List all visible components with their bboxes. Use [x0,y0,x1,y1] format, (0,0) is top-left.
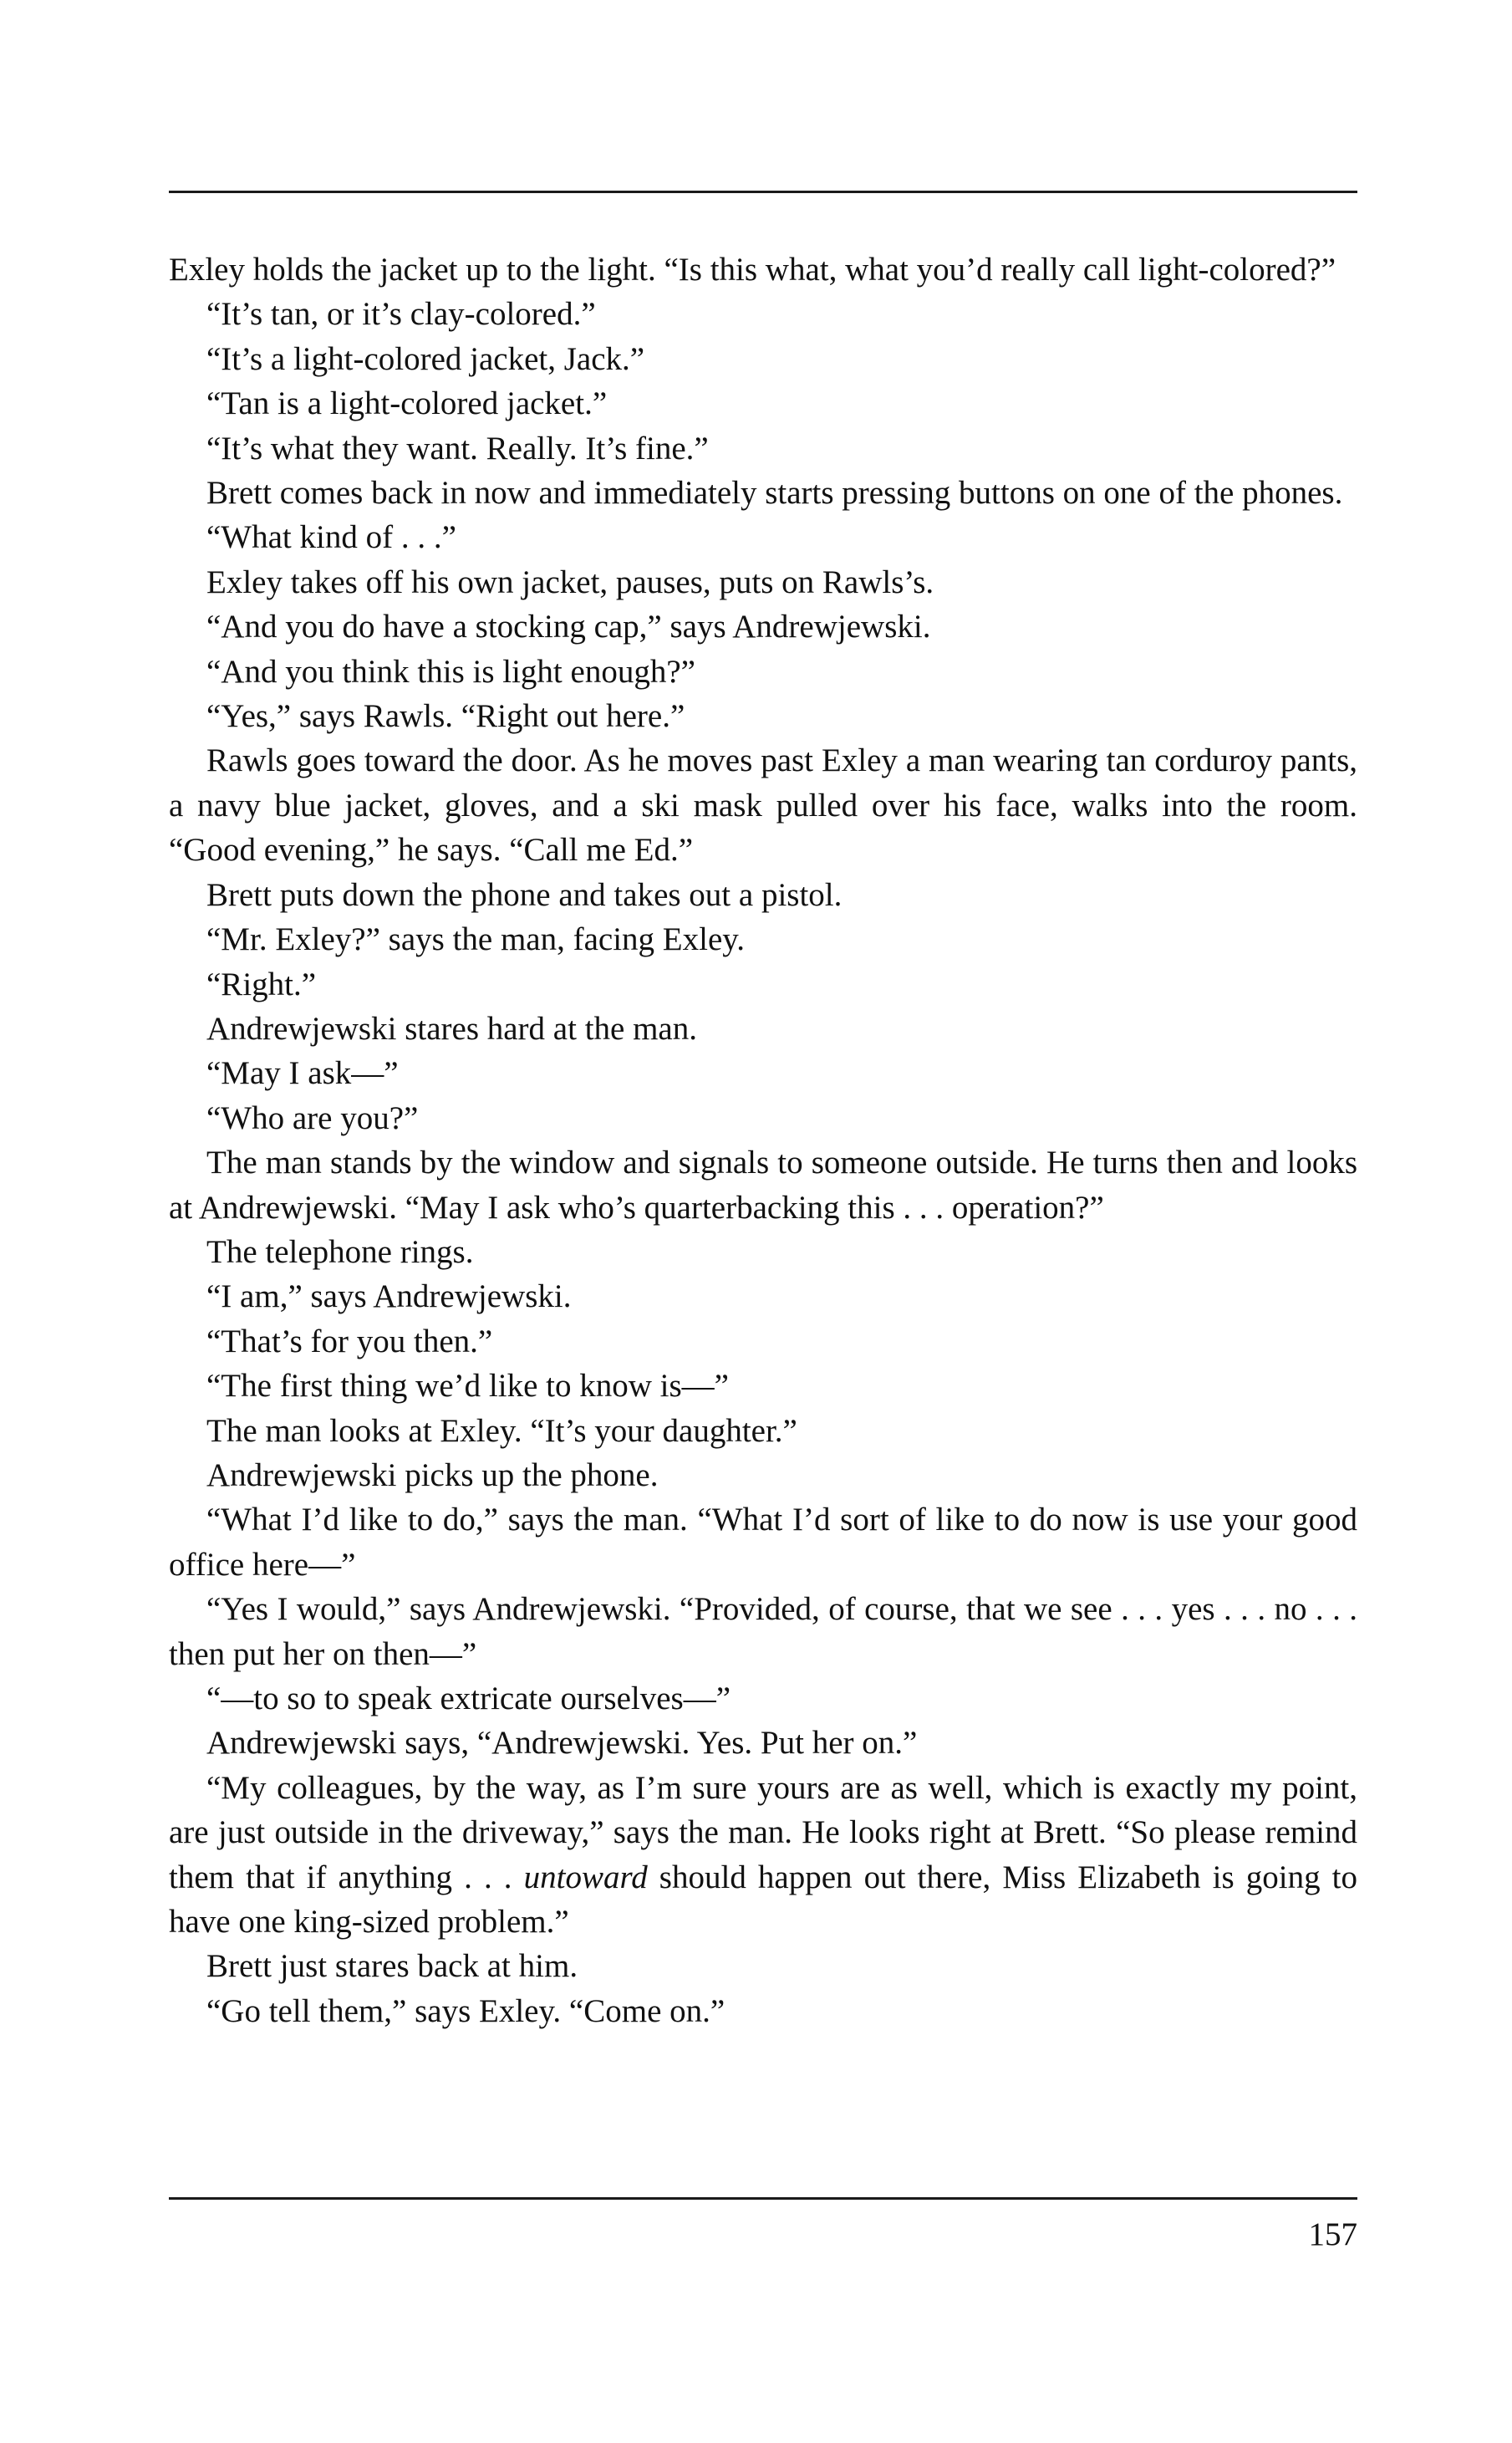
paragraph-30-tail: should happen out there, Miss Elizabeth is going to have one king-sized problem.” [169,1859,1357,1941]
paragraph-24: The man looks at Exley. “It’s your daughter.” [206,1412,797,1449]
paragraph-30-lead: “My colleagues, by the way, as I’m sure yours are as well, which is exactly my point, are just outside in the driveway,” says the man. He looks right at Brett. “So please remind them that if anything . . . [169,1769,1357,1895]
page-number: 157 [1308,2216,1357,2252]
paragraph-21: “I am,” says Andrewjewski. [206,1278,572,1315]
paragraph-13: Brett puts down the phone and takes out a pistol. [206,876,843,913]
paragraph-11: “Yes,” says Rawls. “Right out here.” [206,698,685,735]
paragraph-20: The telephone rings. [206,1233,474,1270]
top-rule [169,191,1357,193]
paragraph-2: “It’s tan, or it’s clay-colored.” [206,296,596,333]
paragraph-1: Exley holds the jacket up to the light. “Is this what, what you’d really call light-colored?” [169,252,1336,288]
paragraph-17: “May I ask—” [206,1055,399,1092]
paragraph-12: Rawls goes toward the door. As he moves past Exley a man wearing tan corduroy pants, a navy blue jacket, gloves, and a ski mask pulled over his face, walks into the room. “Good evening,” he says. “Call me Ed.” [169,742,1357,869]
paragraph-15: “Right.” [206,966,317,1002]
paragraph-30 [169,1766,1357,1945]
paragraph-22: “That’s for you then.” [206,1323,493,1359]
paragraph-29: Andrewjewski says, “Andrewjewski. Yes. Put her on.” [206,1725,918,1762]
paragraph-6: Brett comes back in now and immediately starts pressing buttons on one of the phones. [206,475,1343,512]
paragraph-32: “Go tell them,” says Exley. “Come on.” [206,1992,725,2029]
paragraph-4: “Tan is a light-colored jacket.” [206,385,608,422]
paragraph-27: “Yes I would,” says Andrewjewski. “Provided, of course, that we see . . . yes . . . no . . . then put her on then—” [169,1591,1357,1672]
paragraph-28: “—to so to speak extricate ourselves—” [206,1681,731,1716]
paragraph-31: Brett just stares back at him. [206,1948,578,1985]
paragraph-19: The man stands by the window and signals to someone outside. He turns then and looks at Andrewjewski. “May I ask who’s quarterbacking this . . . operation?” [169,1145,1357,1226]
paragraph-26: “What I’d like to do,” says the man. “What I’d sort of like to do now is use your good office here—” [169,1502,1357,1583]
body-text [169,247,1357,2033]
paragraph-9: “And you do have a stocking cap,” says Andrewjewski. [206,609,931,645]
paragraph-5: “It’s what they want. Really. It’s fine.” [206,430,709,467]
paragraph-25: Andrewjewski picks up the phone. [206,1456,659,1493]
paragraph-3: “It’s a light-colored jacket, Jack.” [206,340,645,377]
paragraph-7: “What kind of . . .” [206,519,456,556]
paragraph-10: “And you think this is light enough?” [206,653,695,690]
paragraph-16: Andrewjewski stares hard at the man. [206,1010,697,1047]
paragraph-14: “Mr. Exley?” says the man, facing Exley. [206,921,745,958]
emphasis-untoward: untoward [523,1859,648,1895]
paragraph-23: “The first thing we’d like to know is—” [206,1368,729,1405]
paragraph-18: “Who are you?” [206,1099,419,1136]
paragraph-8: Exley takes off his own jacket, pauses, puts on Rawls’s. [206,564,934,600]
bottom-rule [169,2197,1357,2200]
